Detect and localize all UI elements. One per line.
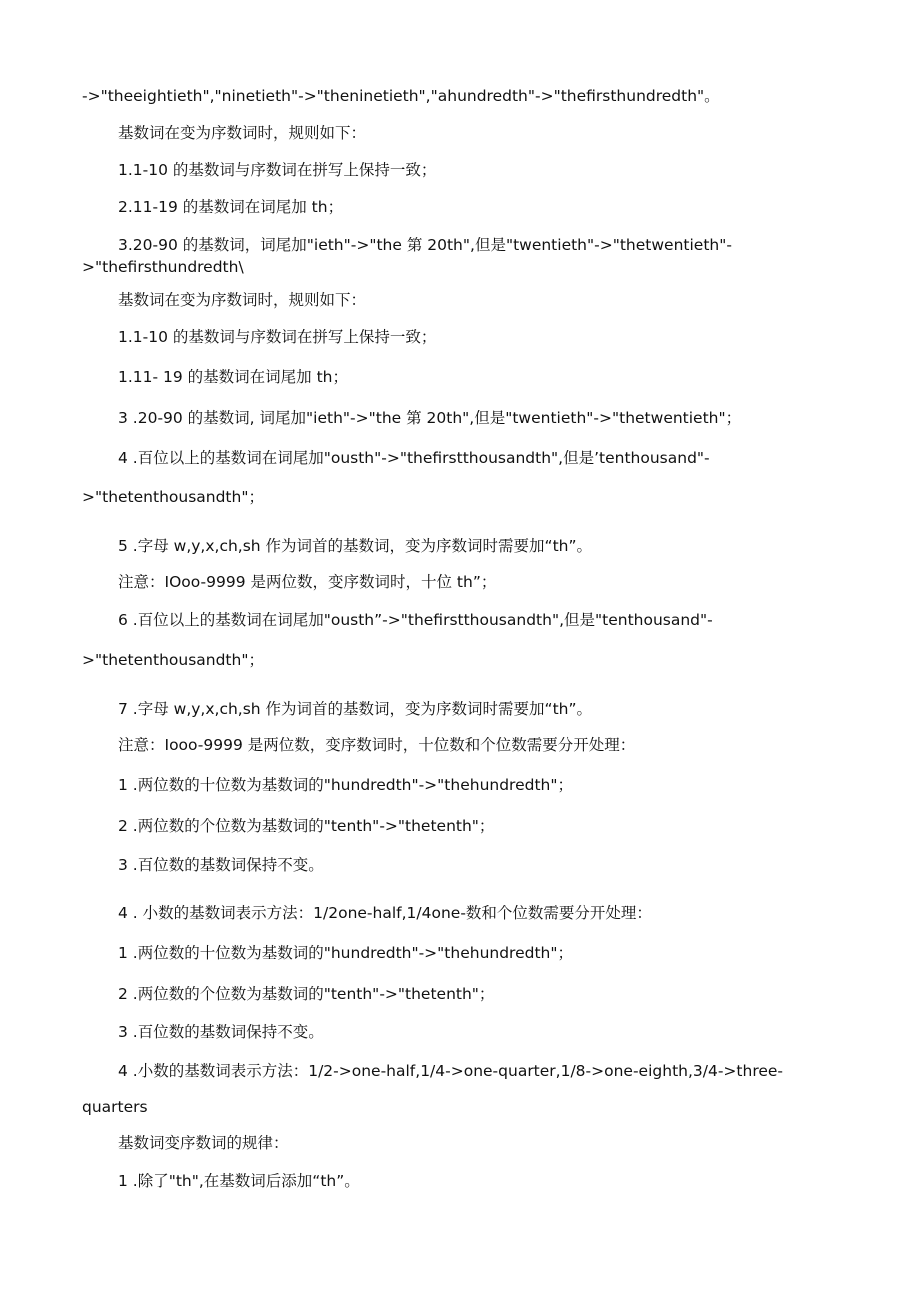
text-line: 1 .两位数的十位数为基数词的"hundredth"->"thehundredth"；	[118, 776, 573, 794]
text-line: ->"theeightieth","ninetieth"->"theninetieth","ahundredth"->"thefirsthundredth"。	[82, 87, 720, 105]
text-line: >"thefirsthundredth\	[82, 258, 244, 276]
text-line: 基数词在变为序数词时，规则如下：	[118, 124, 367, 142]
text-line: 基数词在变为序数词时，规则如下：	[118, 291, 367, 309]
text-line: 注意：IOoo-9999 是两位数，变序数词时，十位 th”；	[118, 573, 497, 591]
text-line: 3 .20-90 的基数词, 词尾加"ieth"->"the 第 20th",但是"twentieth"->"thetwentieth"；	[118, 409, 742, 427]
text-line: 4 .百位以上的基数词在词尾加"ousth"->"thefirstthousandth",但是’tenthousand"-	[118, 449, 710, 467]
text-line: 基数词变序数词的规律：	[118, 1134, 289, 1152]
text-line: 1 .两位数的十位数为基数词的"hundredth"->"thehundredth"；	[118, 944, 573, 962]
text-line: 6 .百位以上的基数词在词尾加"ousth”->"thefirstthousandth",但是"tenthousand"-	[118, 611, 713, 629]
text-line: 3 .百位数的基数词保持不变。	[118, 1023, 324, 1041]
text-line: 3.20-90 的基数词，词尾加"ieth"->"the 第 20th",但是"twentieth"->"thetwentieth"-	[118, 236, 732, 254]
text-line: 注意：Iooo-9999 是两位数，变序数词时，十位数和个位数需要分开处理：	[118, 736, 636, 754]
text-line: 2 .两位数的个位数为基数词的"tenth"->"thetenth"；	[118, 817, 495, 835]
text-line: >"thetenthousandth"；	[82, 651, 264, 669]
text-line: 5 .字母 w,y,x,ch,sh 作为词首的基数词，变为序数词时需要加“th”。	[118, 537, 593, 555]
text-line: 4 . 小数的基数词表示方法：1/2one-half,1/4one-数和个位数需要分开处理：	[118, 904, 652, 922]
text-line: >"thetenthousandth"；	[82, 488, 264, 506]
text-line: 7 .字母 w,y,x,ch,sh 作为词首的基数词，变为序数词时需要加“th”。	[118, 700, 593, 718]
text-line: 1 .除了"th",在基数词后添加“th”。	[118, 1172, 360, 1190]
text-line: 4 .小数的基数词表示方法：1/2->one-half,1/4->one-quarter,1/8->one-eighth,3/4->three-	[118, 1062, 784, 1080]
text-line: 1.11- 19 的基数词在词尾加 th；	[118, 368, 349, 386]
text-line: 2 .两位数的个位数为基数词的"tenth"->"thetenth"；	[118, 985, 495, 1003]
text-line: quarters	[82, 1098, 148, 1116]
text-line: 3 .百位数的基数词保持不变。	[118, 856, 324, 874]
text-line: 1.1-10 的基数词与序数词在拼写上保持一致；	[118, 161, 437, 179]
text-line: 2.11-19 的基数词在词尾加 th；	[118, 198, 344, 216]
text-line: 1.1-10 的基数词与序数词在拼写上保持一致；	[118, 328, 437, 346]
